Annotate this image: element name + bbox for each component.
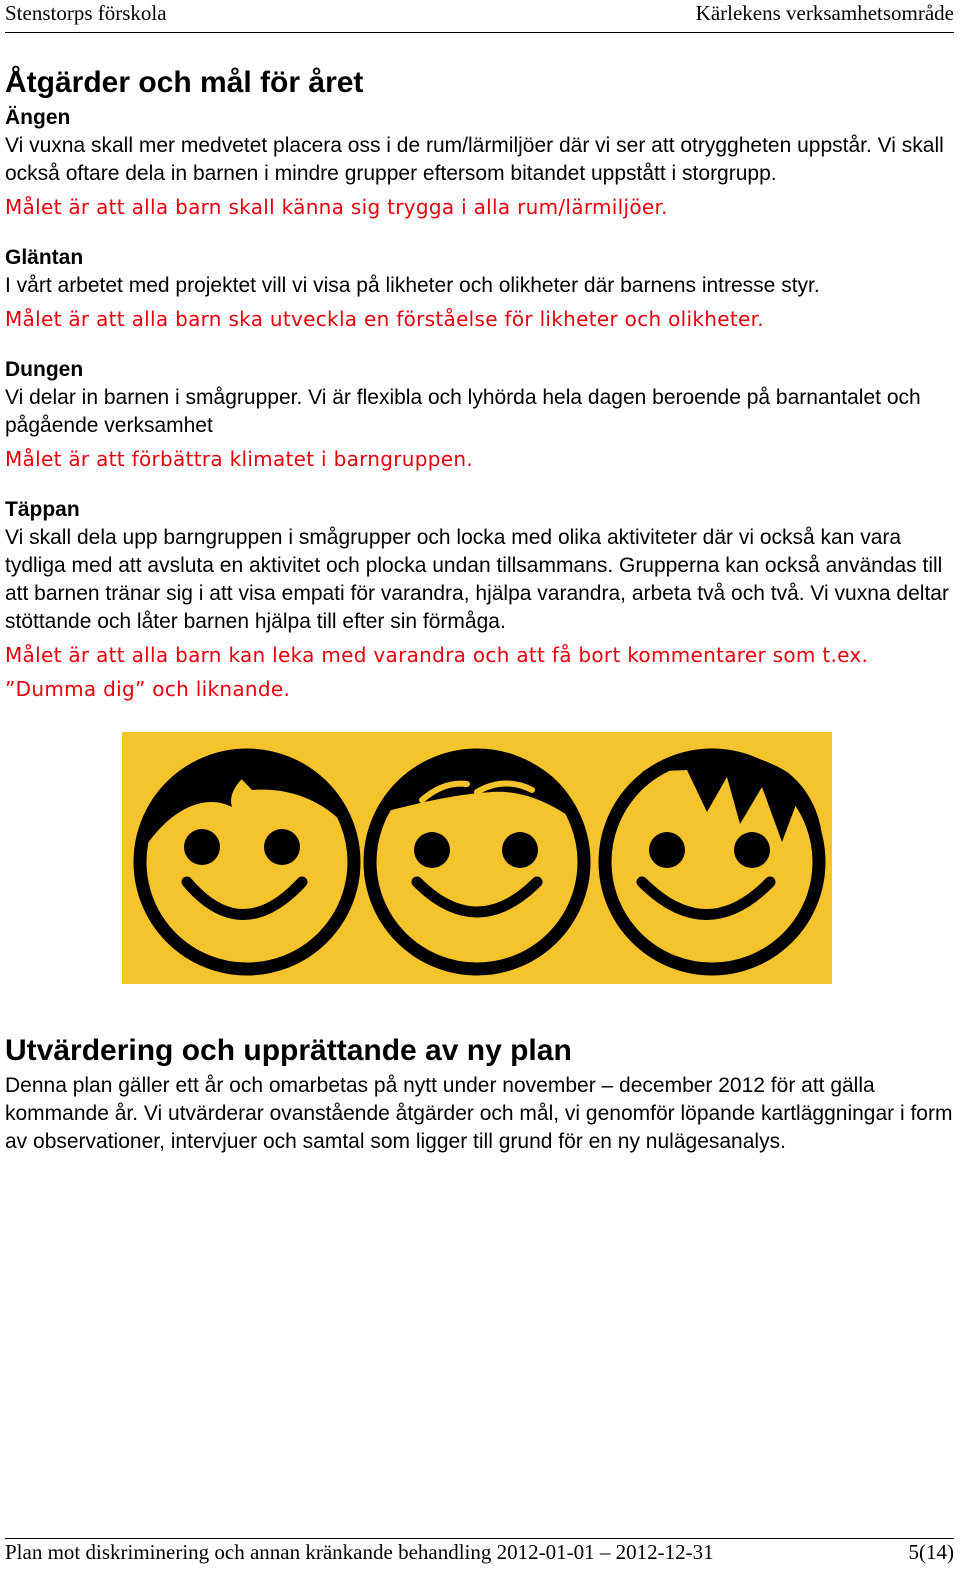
group-section-dungen <box>5 356 955 476</box>
group-text: Vi delar in barnen i smågrupper. Vi är flexibla och lyhörda hela dagen beroende på barnantalet och pågående verksamhet <box>5 386 921 437</box>
footer-page-number: 5(14) <box>908 1540 954 1564</box>
section-title-evaluation: Utvärdering och upprättande av ny plan <box>5 1034 572 1067</box>
group-title: Ängen <box>5 106 71 129</box>
group-title: Gläntan <box>5 246 84 269</box>
header-divider <box>5 32 954 33</box>
section-title-actions: Åtgärder och mål för året <box>5 66 364 99</box>
group-goal: Målet är att alla barn kan leka med varandra och att få bort kommentarer som t.ex. ”Dumma dig” och liknande. <box>5 643 869 701</box>
group-section-tappan <box>5 496 955 706</box>
smiley-faces-illustration <box>122 732 832 984</box>
group-title: Dungen <box>5 358 84 381</box>
group-section-glantan <box>5 244 955 336</box>
group-text: I vårt arbetet med projektet vill vi visa på likheter och olikheter där barnens intresse styr. <box>5 274 820 297</box>
group-section-angen <box>5 104 955 224</box>
group-goal: Målet är att alla barn skall känna sig trygga i alla rum/lärmiljöer. <box>5 195 668 219</box>
page-header <box>0 0 960 30</box>
group-text: Vi vuxna skall mer medvetet placera oss i de rum/lärmiljöer där vi ser att otryggheten uppstår. Vi skall också oftare dela in barnen i mindre grupper eftersom bitandet uppstått i storgrupp. <box>5 134 944 185</box>
footer-divider <box>5 1538 954 1539</box>
document-body <box>5 62 955 1156</box>
smiley-face-icon <box>140 755 354 969</box>
header-area-name: Kärlekens verksamhetsområde <box>695 1 954 25</box>
group-text: Vi skall dela upp barngruppen i smågrupper och locka med olika aktiviteter där vi också kan vara tydliga med att avsluta en aktivitet och plocka undan tillsammans. Grupperna kan också användas till att barnen tränar sig i att visa empati för varandra, hjälpa varandra, arbeta två och två. Vi vuxna deltar stöttande och låter barnen hjälpa till efter sin förmåga. <box>5 526 949 633</box>
evaluation-text: Denna plan gäller ett år och omarbetas på nytt under november – december 2012 för att gälla kommande år. Vi utvärderar ovanstående åtgärder och mål, vi genomför löpande kartläggningar i form av observationer, intervjuer och samtal som ligger till grund för en ny nulägesanalys. <box>5 1074 953 1153</box>
group-title: Täppan <box>5 498 80 521</box>
smiley-face-icon <box>370 752 584 969</box>
smiley-face-icon <box>605 752 822 969</box>
group-goal: Målet är att förbättra klimatet i barngruppen. <box>5 447 473 471</box>
header-school-name: Stenstorps förskola <box>5 1 167 25</box>
group-goal: Målet är att alla barn ska utveckla en förståelse för likheter och olikheter. <box>5 307 764 331</box>
footer-document-title: Plan mot diskriminering och annan kränkande behandling 2012-01-01 – 2012-12-31 <box>5 1540 714 1564</box>
